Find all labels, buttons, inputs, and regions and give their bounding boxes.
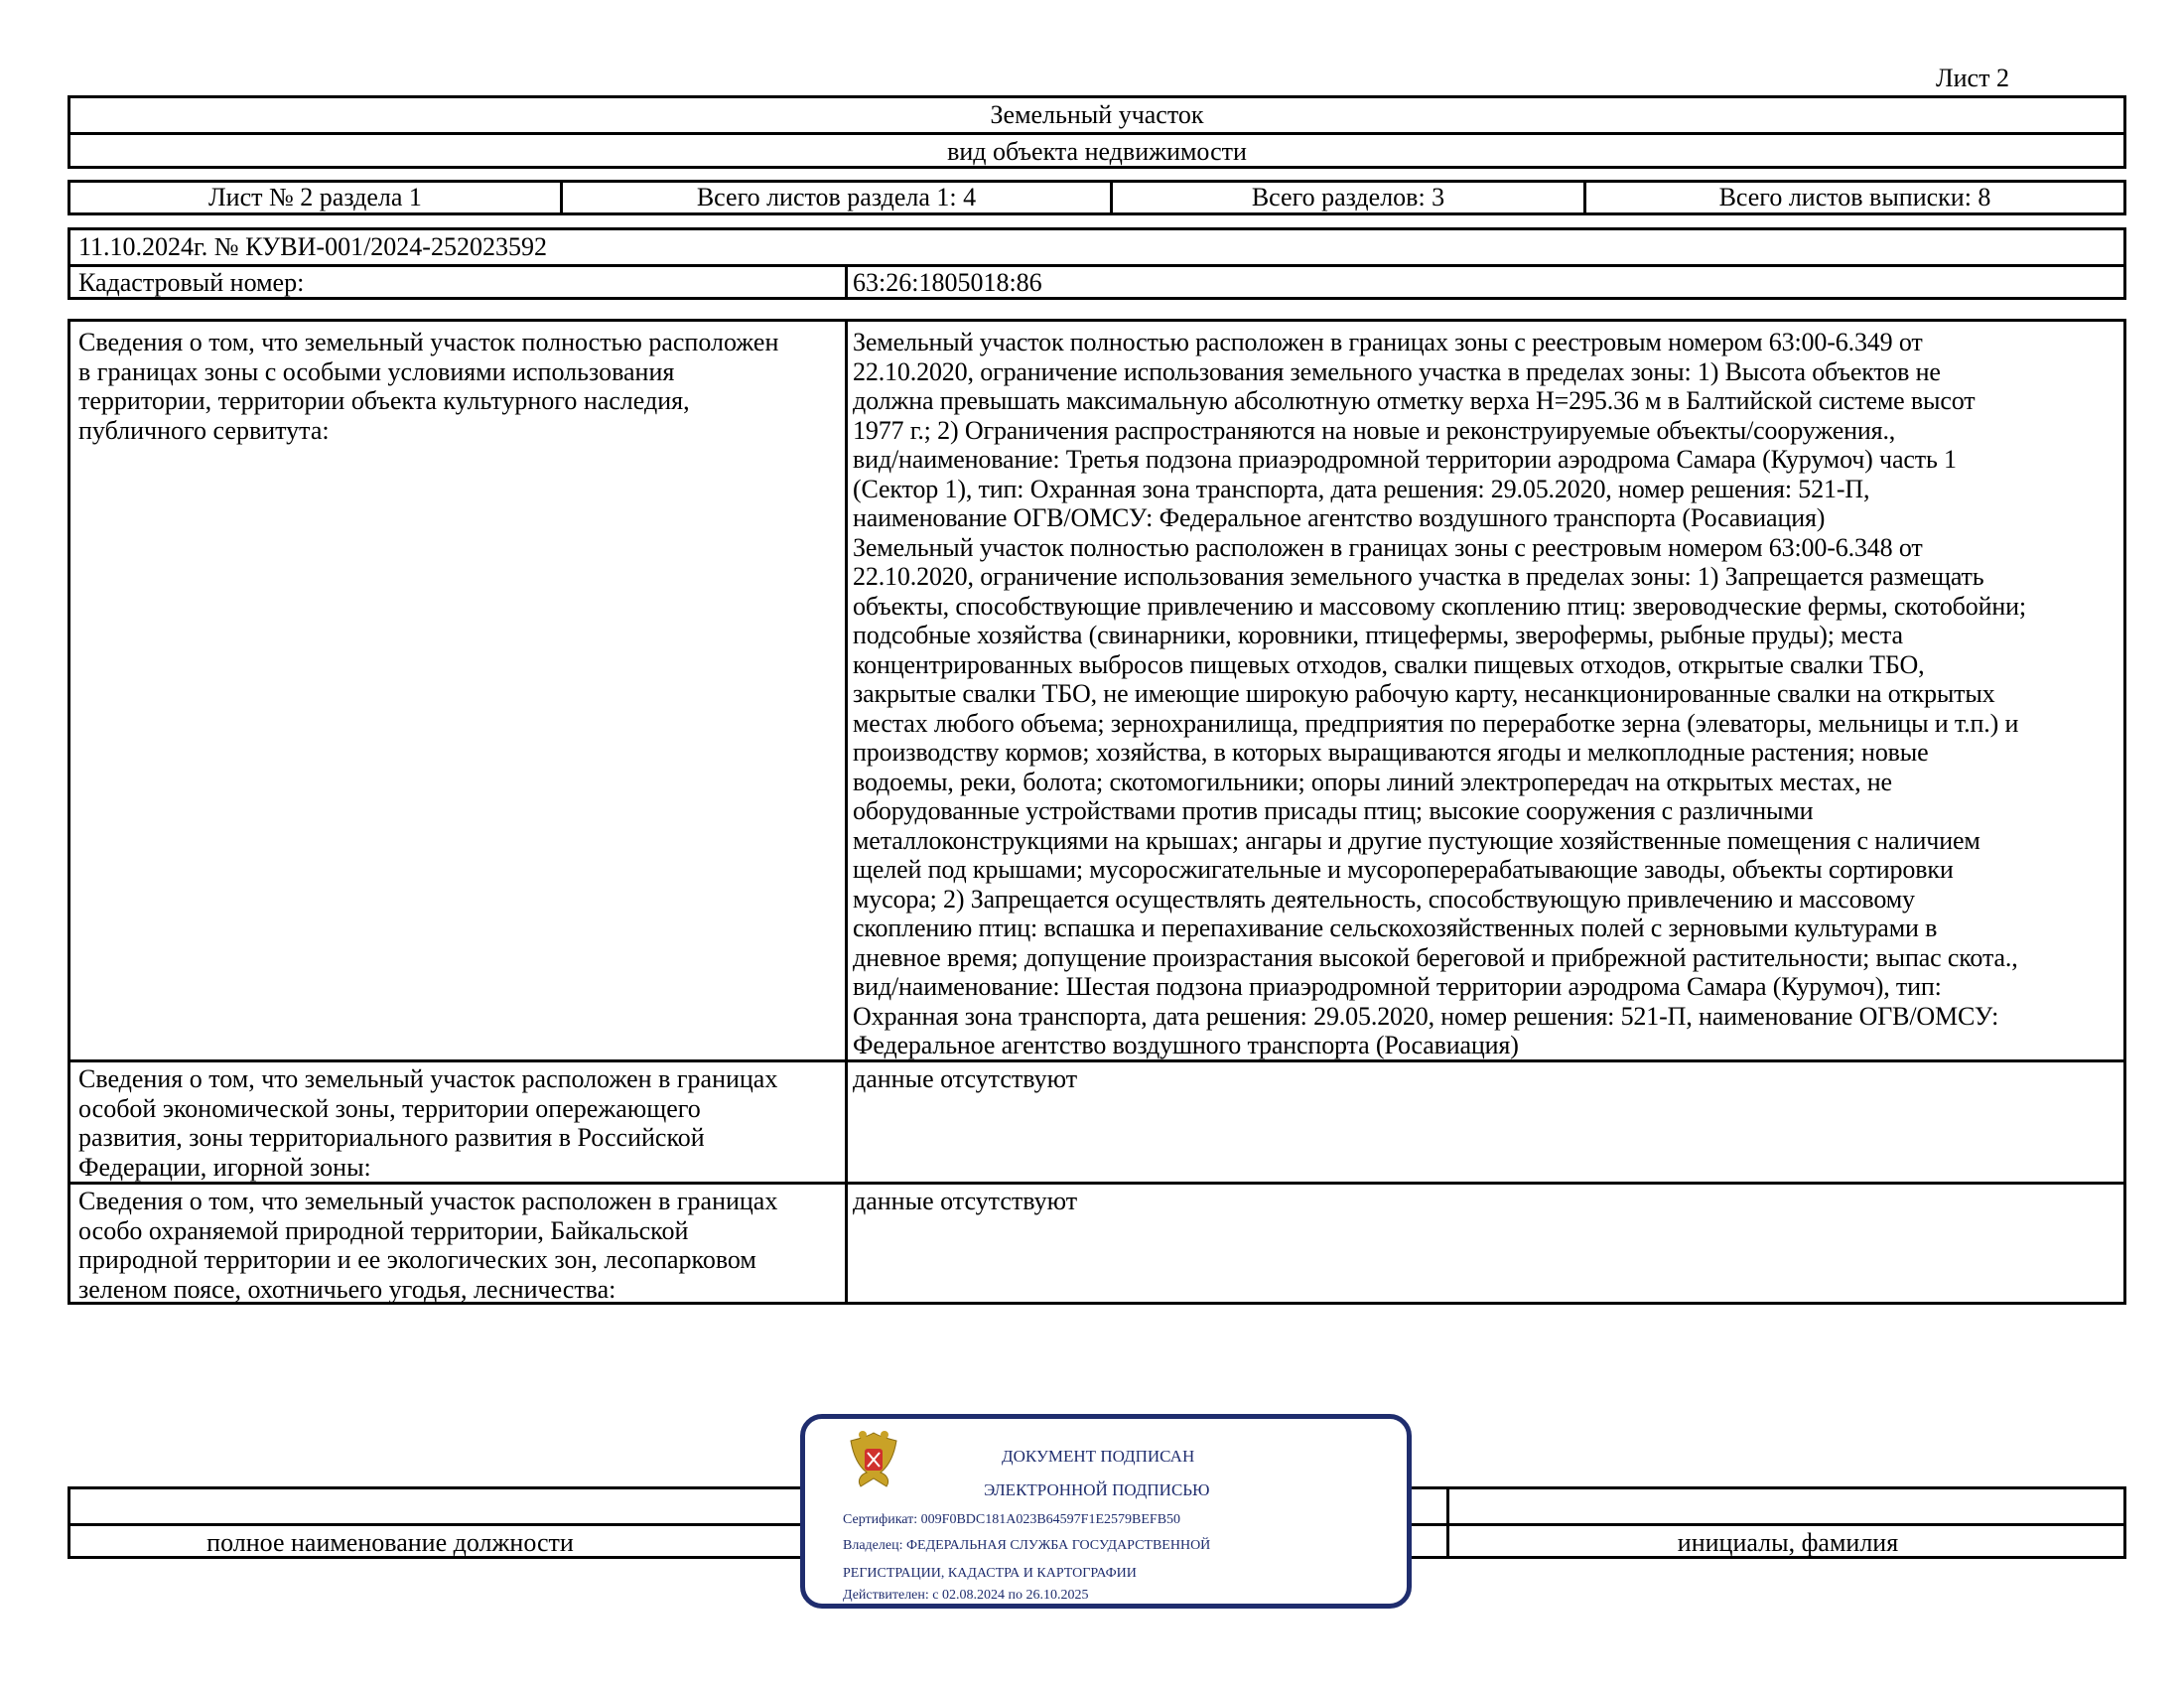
protected-area-value: данные отсутствуют xyxy=(853,1187,1078,1215)
electronic-signature-stamp xyxy=(800,1414,1412,1609)
coat-of-arms-icon xyxy=(841,1427,906,1498)
sheet-of-section: Лист № 2 раздела 1 xyxy=(208,183,422,211)
economic-zone-label: Сведения о том, что земельный участок расположен в границах особой экономической зоны, территории опережающего развития, зоны территориального развития в Российской Федерации, игорной зоны: xyxy=(78,1064,778,1182)
stamp-owner-line1: Владелец: ФЕДЕРАЛЬНАЯ СЛУЖБА ГОСУДАРСТВЕННОЙ xyxy=(843,1538,1211,1553)
total-sections: Всего разделов: 3 xyxy=(1251,183,1445,211)
total-sheets-section: Всего листов раздела 1: 4 xyxy=(696,183,977,211)
total-sheets-extract: Всего листов выписки: 8 xyxy=(1718,183,1991,211)
counters-row xyxy=(68,180,2126,215)
cadastral-label: Кадастровый номер: xyxy=(78,268,305,297)
stamp-title-line2: ЭЛЕКТРОННОЙ ПОДПИСЬЮ xyxy=(984,1480,1210,1499)
zone-restrictions-value: Земельный участок полностью расположен в границах зоны с реестровым номером 63:00-6.349 от 22.10.2020, ограничение использования земельного участка в пределах зоны: 1) Высота объектов не должна превышать максимальную абсолютную отметку верха Н=295.36 м в Балтийской системе высот 1977 г.; 2) Ограничения распространяются на новые и реконструируемые объекты/сооружения., вид/наименование: Третья подзона приаэродромной территории аэродрома Самара (Курумоч) часть 1 (Сектор 1), тип: Охранная зона транспорта, дата решения: 29.05.2020, номер решения: 521-П, наименование ОГВ/ОМСУ: Федеральное агентство воздушного транспорта (Росавиация) Земельный участок полностью расположен в границах зоны с реестровым номером 63:00-6.348 от 22.10.2020, ограничение использования земельного участка в пределах зоны: 1) Запрещается размещать объекты, способствующие привлечению и массовому скоплению птиц: звероводческие фермы, скотобойни; подсобные хозяйства (свинарники, коровники, птицефермы, зверофермы, рыбные пруды); места концентрированных выбросов пищевых отходов, свалки пищевых отходов, открытые свалки ТБО, закрытые свалки ТБО, не имеющие широкую рабочую карту, несанкционированные свалки на открытых местах любого объема; зернохранилища, предприятия по переработке зерна (элеваторы, мельницы и т.п.) и производству кормов; хозяйства, в которых выращиваются ягоды и мелкоплодные растения; новые водоемы, реки, болота; скотомогильники; опоры линий электропередач на открытых местах, не оборудованные устройствами против присады птиц; высокие сооружения с различными металлоконструкциями на крышах; ангары и другие пустующие хозяйственные помещения с наличием щелей под крышами; мусоросжигательные и мусороперерабатывающие заводы, объекты сортировки мусора; 2) Запрещается осуществлять деятельность, способствующую привлечению и массовому скоплению птиц: вспашка и перепахивание сельскохозяйственных полей с зерновыми культурами в дневное время; допущение произрастания высокой береговой и прибрежной растительности; выпас скота., вид/наименование: Шестая подзона приаэродромной территории аэродрома Самара (Курумоч), тип: Охранная зона транспорта, дата решения: 29.05.2020, номер решения: 521-П, наименование ОГВ/ОМСУ: Федеральное агентство воздушного транспорта (Росавиация) xyxy=(853,328,2026,1059)
stamp-validity: Действителен: с 02.08.2024 по 26.10.2025 xyxy=(843,1588,1089,1603)
position-caption: полное наименование должности xyxy=(206,1527,574,1557)
stamp-certificate: Сертификат: 009F0BDC181A023B64597F1E2579BEFB50 xyxy=(843,1512,1181,1527)
stamp-title-line1: ДОКУМЕНТ ПОДПИСАН xyxy=(1002,1447,1195,1466)
object-type-caption: вид объекта недвижимости xyxy=(947,137,1247,166)
sheet-label: Лист 2 xyxy=(1936,64,2009,92)
cadastral-number: 63:26:1805018:86 xyxy=(853,268,1042,297)
document-info-box xyxy=(68,227,2126,300)
protected-area-label: Сведения о том, что земельный участок расположен в границах особо охраняемой природной территории, Байкальской природной территории и ее экологических зон, лесопарковом зеленом поясе, охотничьего угодья, лесничества: xyxy=(78,1187,778,1304)
zones-table xyxy=(68,319,2126,1305)
name-caption: инициалы, фамилия xyxy=(1677,1527,1899,1557)
economic-zone-value: данные отсутствуют xyxy=(853,1064,1078,1093)
document-date-number: 11.10.2024г. № КУВИ-001/2024-252023592 xyxy=(78,232,547,261)
object-title: Земельный участок xyxy=(990,100,1204,129)
stamp-owner-line2: РЕГИСТРАЦИИ, КАДАСТРА И КАРТОГРАФИИ xyxy=(843,1566,1137,1581)
zone-restrictions-label: Сведения о том, что земельный участок полностью расположен в границах зоны с особыми условиями использования территории, территории объекта культурного наследия, публичного сервитута: xyxy=(78,328,779,445)
header-box xyxy=(68,95,2126,169)
